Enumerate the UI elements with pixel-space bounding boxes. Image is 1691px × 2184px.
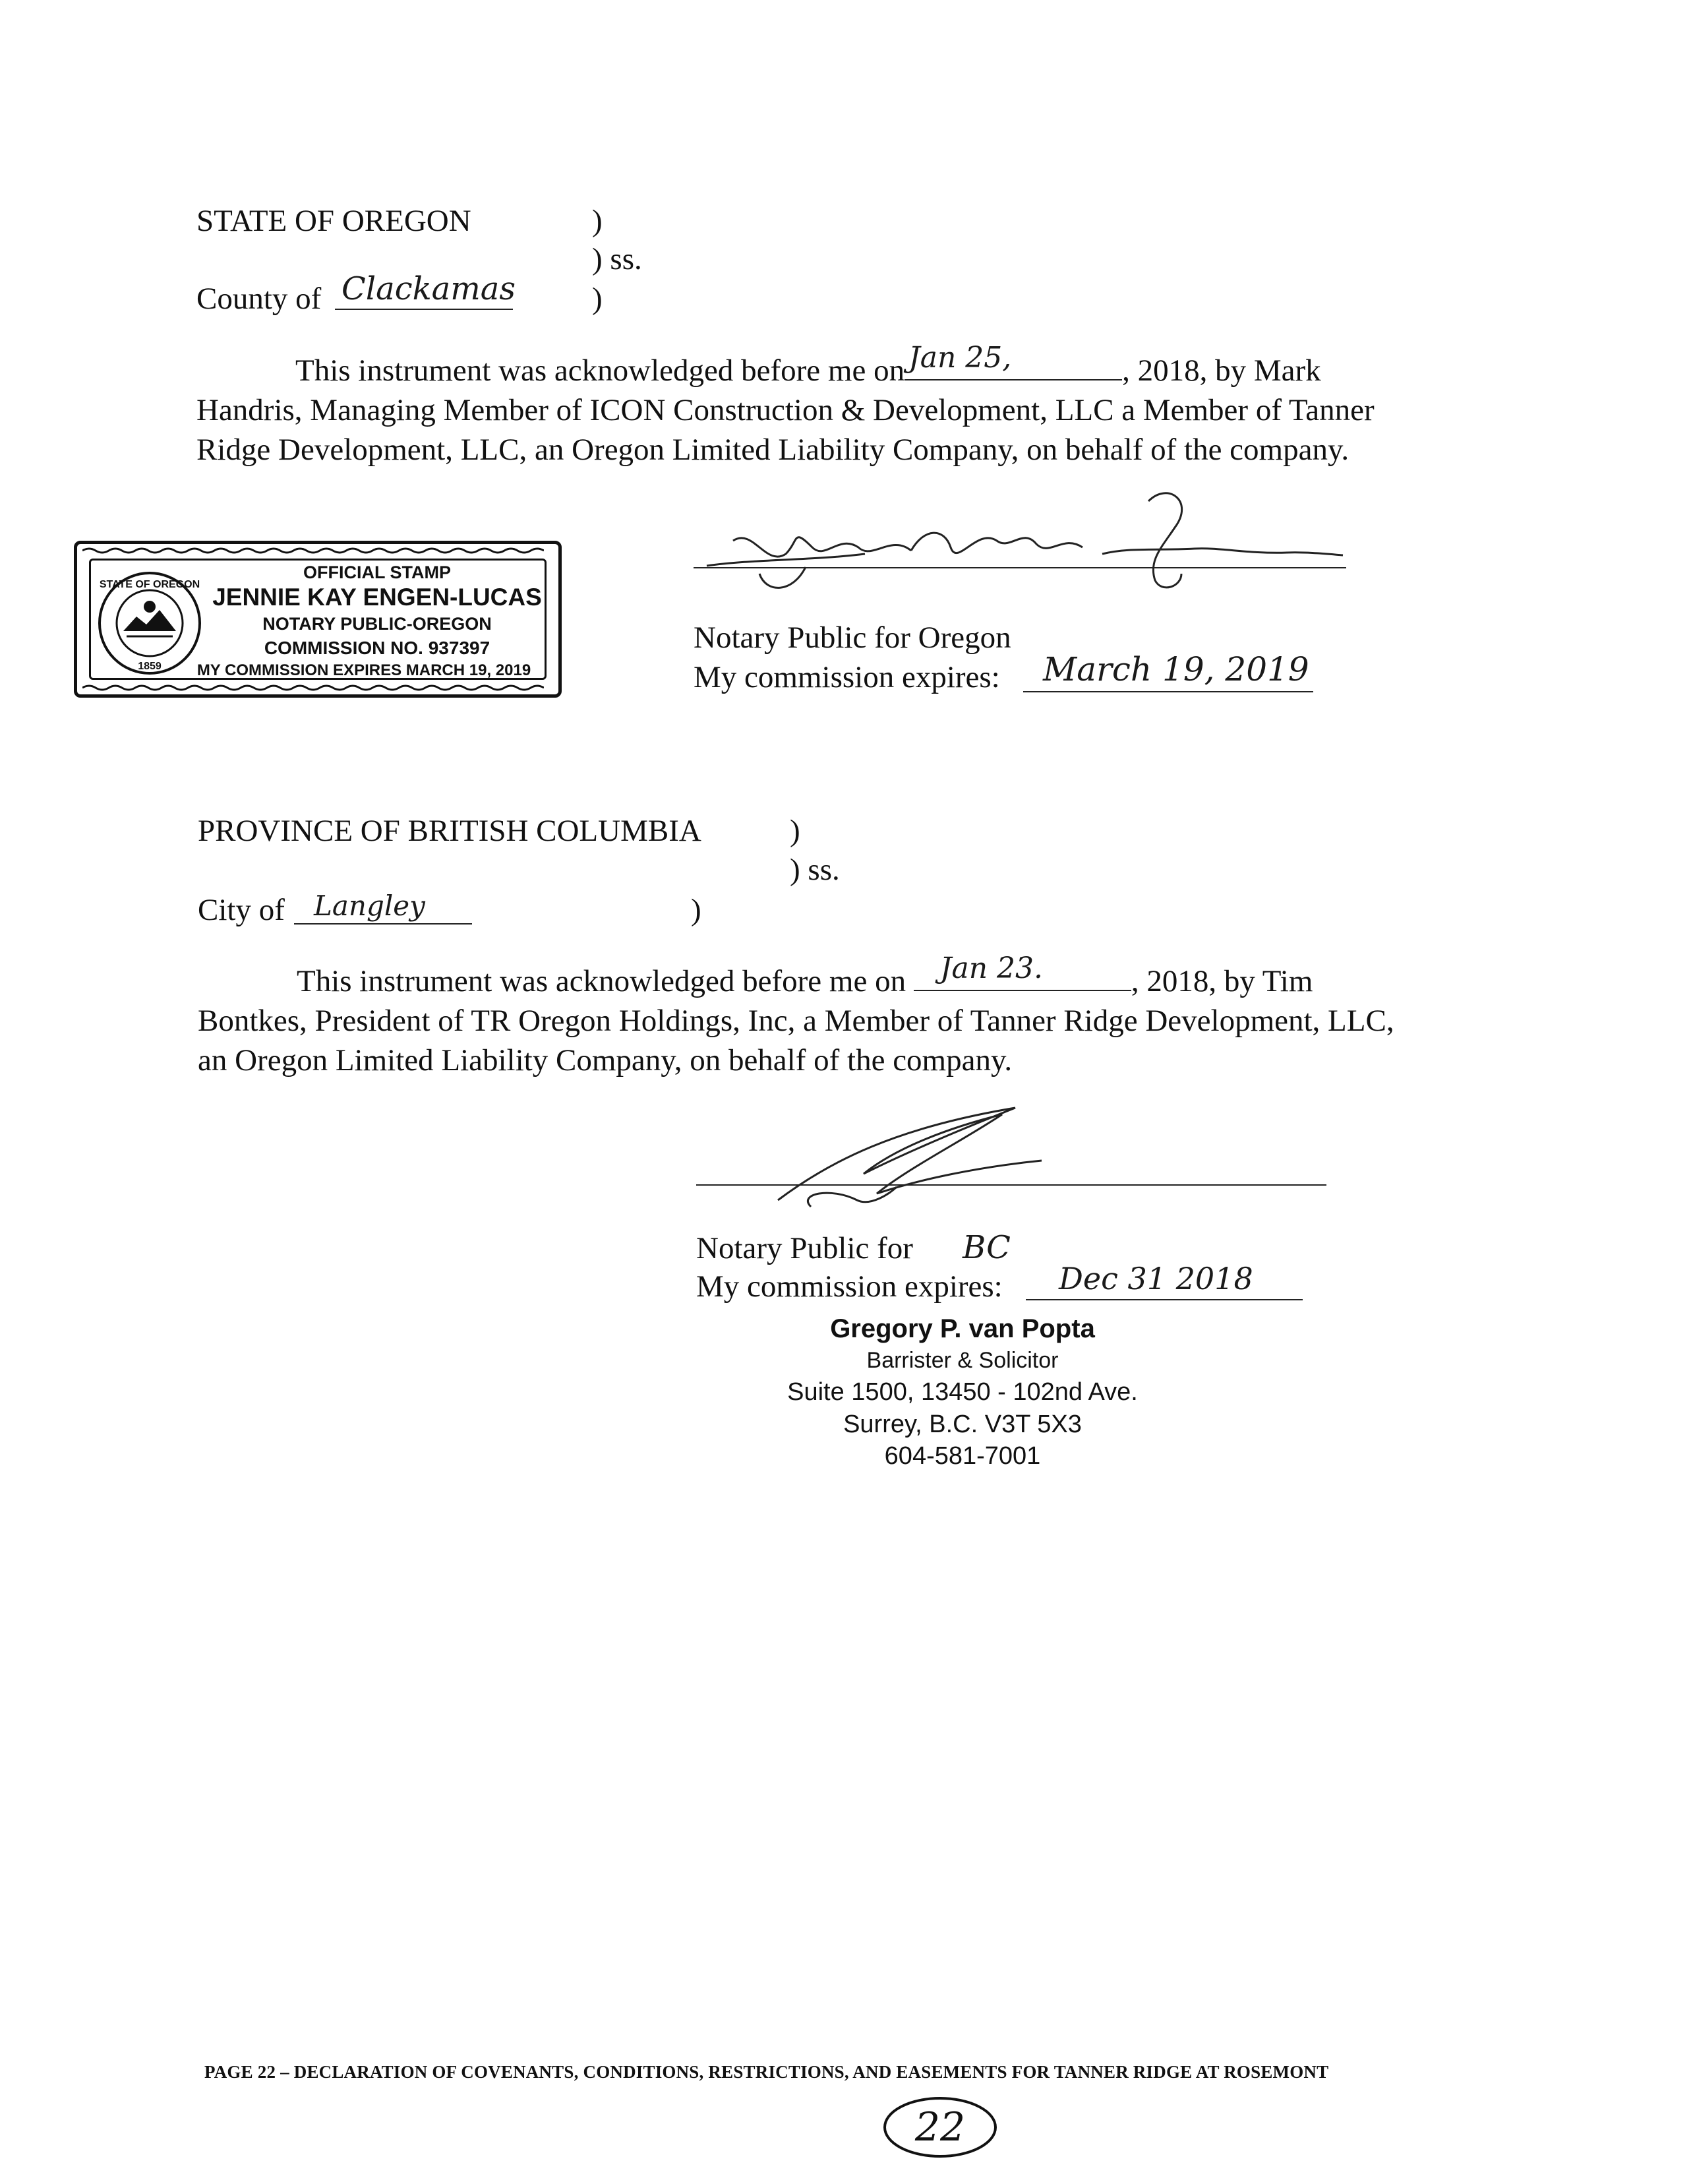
signature-line [696, 1184, 1326, 1186]
province-heading: PROVINCE OF BRITISH COLUMBIA [198, 814, 701, 848]
venue-paren: ) [592, 282, 603, 316]
ack-line-3: an Oregon Limited Liability Company, on behalf of the company. [198, 1043, 1013, 1077]
venue-paren: ) [691, 893, 701, 927]
notary-official-stamp [74, 541, 562, 698]
page-number-circle [881, 2094, 999, 2160]
venue-paren: ) [790, 814, 800, 848]
signature-scribble [694, 488, 1346, 600]
commission-expires-field [1026, 1263, 1303, 1300]
city-handwriting: Langley [314, 890, 425, 922]
county-label: County of [196, 282, 322, 316]
notary-public-bc-label: Notary Public for [696, 1231, 913, 1265]
stamp-border-wave [82, 684, 544, 692]
ack-date-handwriting: Jan 25, [908, 341, 1012, 375]
notary-title: Barrister & Solicitor [866, 1348, 1059, 1373]
commission-handwriting: Dec 31 2018 [1059, 1261, 1253, 1296]
notary-address-1: Suite 1500, 13450 - 102nd Ave. [787, 1378, 1138, 1406]
notary-jurisdiction-handwriting: BC [963, 1229, 1011, 1266]
notary-public-oregon: Notary Public for Oregon [694, 621, 1011, 655]
city-label: City of [198, 893, 285, 927]
ack-date-handwriting: Jan 23. [939, 952, 1043, 985]
acknowledgment-paragraph-1 [196, 341, 1515, 470]
commission-handwriting: March 19, 2019 [1043, 650, 1309, 688]
notary-signature-bc [699, 1101, 1068, 1213]
commission-expires-field [1023, 650, 1313, 692]
stamp-line-4: COMMISSION NO. 937397 [264, 638, 490, 658]
state-heading: STATE OF OREGON [196, 204, 471, 238]
stamp-line-2: JENNIE KAY ENGEN-LUCAS [212, 584, 542, 611]
venue-ss: ) ss. [790, 853, 840, 887]
ack-line-3: Ridge Development, LLC, an Oregon Limited Liability Company, on behalf of the company. [196, 433, 1350, 467]
stamp-line-5: MY COMMISSION EXPIRES MARCH 19, 2019 [196, 661, 531, 679]
signature-scribble [699, 1101, 1068, 1213]
stamp-line-3: NOTARY PUBLIC-OREGON [262, 614, 492, 634]
notary-address-2: Surrey, B.C. V3T 5X3 [843, 1410, 1082, 1438]
notary-address-stamp [732, 1312, 1193, 1472]
stamp-border-wave [82, 547, 544, 555]
commission-expires-label: My commission expires: [696, 1269, 1003, 1304]
county-field [335, 270, 516, 310]
notary-phone: 604-581-7001 [884, 1442, 1041, 1470]
seal-top-text: STATE OF OREGON [99, 579, 200, 590]
county-handwriting: Clackamas [341, 270, 516, 307]
commission-expires-label: My commission expires: [694, 660, 1000, 694]
notary-name: Gregory P. van Popta [830, 1314, 1095, 1343]
ack-suffix: , 2018, by Tim [1131, 964, 1313, 998]
ack-date-field [905, 341, 1122, 380]
ack-line-2: Bontkes, President of TR Oregon Holdings, Inc, a Member of Tanner Ridge Development, LLC, [198, 1004, 1394, 1038]
ack-date-field [914, 952, 1131, 991]
city-field [294, 890, 472, 925]
notary-signature-oregon [694, 488, 1346, 600]
venue-ss: ) ss. [592, 242, 642, 276]
ack-suffix: , 2018, by Mark [1122, 353, 1321, 388]
venue-paren: ) [592, 204, 603, 238]
state-seal-icon [97, 570, 202, 676]
stamp-line-1: OFFICIAL STAMP [303, 562, 451, 582]
acknowledgment-paragraph-2 [198, 952, 1516, 1080]
page-footer: PAGE 22 – DECLARATION OF COVENANTS, CONDITIONS, RESTRICTIONS, AND EASEMENTS FOR TANNER RIDGE AT ROSEMONT [204, 2062, 1329, 2082]
seal-year: 1859 [138, 661, 162, 672]
ack-prefix: This instrument was acknowledged before me on [295, 353, 905, 388]
page-number-text: 22 [914, 2104, 966, 2150]
ack-line-2: Handris, Managing Member of ICON Construction & Development, LLC a Member of Tanner [196, 393, 1375, 427]
signature-line [694, 567, 1346, 568]
circled-page-number-icon [881, 2094, 999, 2160]
ack-prefix: This instrument was acknowledged before me on [297, 964, 906, 998]
